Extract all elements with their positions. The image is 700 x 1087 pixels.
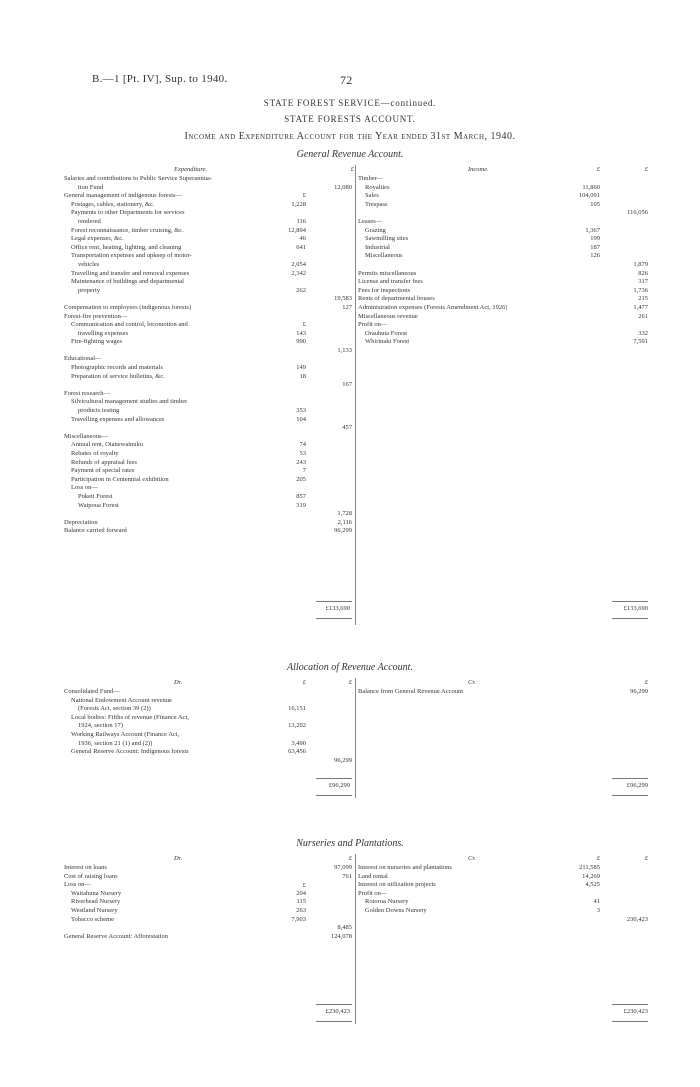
ledger-row-label: Waitahuna Nursery <box>71 889 122 897</box>
general-revenue-title: General Revenue Account. <box>296 149 404 160</box>
ledger-row-subamount: 211,585 <box>579 864 600 871</box>
ledger-row-amount: 2,116 <box>337 518 352 526</box>
ledger-row-label: 1936, section 21 (1) and (2)) <box>78 739 153 747</box>
ledger-row-label: License and transfer fees <box>358 278 423 286</box>
ledger-row <box>64 321 354 330</box>
ledger-row-label: Photographic records and materials <box>71 364 163 372</box>
ledger-row-label: Preparation of service bulletins, &c. <box>71 372 165 380</box>
ledger-row-amount: 826 <box>638 269 648 277</box>
ledger-row <box>358 244 658 253</box>
ledger-row <box>64 244 354 253</box>
ledger-row-amount: 8,485 <box>337 924 352 932</box>
ledger-row-label: Educational— <box>64 355 102 363</box>
ledger-row-amount: 261 <box>638 312 648 320</box>
ledger-row-amount: 317 <box>638 278 648 286</box>
gr-right-rule-2 <box>612 618 648 619</box>
ledger-row <box>64 338 354 347</box>
ledger-row-amount: 96,299 <box>630 688 648 695</box>
ledger-row-label: property <box>78 286 101 294</box>
ledger-row-subamount: £ <box>302 192 306 200</box>
ledger-row-label: Balance carried forward <box>64 527 127 535</box>
ledger-row-subamount: 116 <box>296 217 306 225</box>
ledger-row <box>358 252 658 261</box>
ledger-row <box>64 510 354 519</box>
ledger-row-label: Golden Downs Nursery <box>365 906 427 914</box>
al-cr-header: Cr. <box>468 679 476 686</box>
ledger-row-label: Refunds of appraisal fees <box>71 458 137 466</box>
ledger-row <box>358 235 658 244</box>
ledger-row <box>64 209 354 218</box>
ledger-row <box>358 184 658 193</box>
ledger-row-label: rendered <box>78 217 101 225</box>
ledger-row <box>358 890 658 899</box>
np-credit-table <box>358 864 658 924</box>
al-left-pound-2: £ <box>348 679 352 686</box>
ledger-row-label: General Reserve Account: Afforestation <box>64 932 169 940</box>
ledger-row-subamount: 105 <box>590 200 600 208</box>
ledger-row-label: Rotorua Nursery <box>365 898 409 906</box>
ledger-row-amount: 116,056 <box>627 209 648 217</box>
ledger-row-label: Compensation to employees (indigenous forests) <box>64 303 192 311</box>
ledger-row <box>64 881 354 890</box>
gr-right-header <box>358 166 658 175</box>
np-left-rule-2 <box>316 1021 352 1022</box>
ledger-row-amount: 1,736 <box>633 286 648 294</box>
ledger-row <box>64 184 354 193</box>
np-right-header <box>358 855 658 864</box>
ledger-row-amount: 96,299 <box>334 527 352 535</box>
ledger-row <box>358 201 658 210</box>
ledger-row <box>358 864 658 873</box>
ledger-row <box>64 252 354 261</box>
ledger-row <box>64 364 354 373</box>
ledger-row <box>64 714 354 723</box>
ledger-row-label: Annual rent, Otanewainuku <box>71 441 144 449</box>
al-right-pound: £ <box>644 679 648 686</box>
ledger-row <box>358 261 658 270</box>
ledger-row-amount: 761 <box>342 872 352 880</box>
ledger-row <box>64 864 354 873</box>
ledger-row <box>64 731 354 740</box>
ledger-row <box>64 192 354 201</box>
al-credit-table <box>358 688 658 697</box>
ledger-row-subamount: 2,342 <box>291 269 306 277</box>
ledger-row-label: Administration expenses (Forests Amendment Act, 1926) <box>358 303 508 311</box>
ledger-row-amount: 1,133 <box>337 346 352 354</box>
ledger-row <box>358 295 658 304</box>
ledger-row <box>358 218 658 227</box>
ledger-row-label: Payment of special rates <box>71 467 135 475</box>
ledger-row <box>358 330 658 339</box>
ledger-row-amount: 127 <box>342 303 352 311</box>
ledger-row <box>64 398 354 407</box>
page-number: 72 <box>340 73 353 87</box>
ledger-row-label: Trespass <box>365 200 388 208</box>
ledger-row <box>64 450 354 459</box>
ledger-row <box>358 192 658 201</box>
ledger-row-label: Riverhead Nursery <box>71 898 121 906</box>
ledger-row-label: vehicles <box>78 260 100 268</box>
ledger-row <box>64 924 354 933</box>
page-subtitle: STATE FORESTS ACCOUNT. <box>284 114 416 124</box>
ledger-row-label: Orauhuta Forest <box>365 329 408 337</box>
ledger-row-subamount: 13,202 <box>288 722 306 730</box>
ledger-row-label: Profit on— <box>358 321 388 329</box>
ledger-row-label: Miscellaneous revenue <box>358 312 418 320</box>
gr-right-pound-2: £ <box>644 166 648 173</box>
ledger-row-amount: 215 <box>638 295 648 303</box>
ledger-row-label: Permits miscellaneous <box>358 269 417 277</box>
ledger-row <box>64 304 354 313</box>
gr-expenditure-table <box>64 175 354 536</box>
al-divider <box>355 678 356 798</box>
ledger-row <box>64 476 354 485</box>
ledger-row <box>64 218 354 227</box>
ledger-row-subamount: 11,860 <box>582 183 600 191</box>
ledger-row-label: Sawmilling sites <box>365 235 409 243</box>
ledger-row-label: Legal expenses, &c. <box>71 235 124 243</box>
ledger-row-label: Fees for inspections <box>358 286 410 294</box>
ledger-row <box>358 287 658 296</box>
ledger-row-label: General management of indigenous forests— <box>64 192 183 200</box>
ledger-row-amount: 97,099 <box>334 864 352 871</box>
ledger-row-subamount: 46 <box>299 235 306 243</box>
ledger-row <box>358 313 658 322</box>
ledger-row-label: Loss on— <box>64 881 91 889</box>
ledger-row <box>358 227 658 236</box>
ledger-row-label: National Endowment Account revenue <box>71 696 172 704</box>
ledger-row <box>64 295 354 304</box>
ledger-row-label: Consolidated Fund— <box>64 688 120 695</box>
gr-left-rule <box>316 601 352 602</box>
ledger-row <box>358 873 658 882</box>
ledger-row-label: Depreciation <box>64 518 98 526</box>
ledger-row-subamount: £ <box>302 321 306 329</box>
al-right-rule <box>612 778 648 779</box>
ledger-row-label: Interest on utilization projects <box>358 881 436 889</box>
ledger-row <box>64 493 354 502</box>
ledger-row-amount: 7,591 <box>633 338 648 346</box>
ledger-row <box>358 881 658 890</box>
ledger-row <box>64 697 354 706</box>
gr-right-rule <box>612 601 648 602</box>
ledger-row <box>358 916 658 925</box>
ledger-row <box>64 347 354 356</box>
ledger-row <box>64 907 354 916</box>
ledger-row-label: Working Railways Account (Finance Act, <box>71 730 180 738</box>
ledger-row <box>64 416 354 425</box>
ledger-row <box>64 502 354 511</box>
ledger-row-amount: 124,078 <box>330 932 352 940</box>
ledger-row-label: Miscellaneous <box>365 252 403 260</box>
ledger-row <box>64 898 354 907</box>
ledger-row <box>64 467 354 476</box>
np-dr-header: Dr. <box>174 855 183 862</box>
ledger-row-label: Loss on— <box>71 484 98 492</box>
ledger-row-label: Interest on nurseries and plantations <box>358 864 452 871</box>
ledger-row-amount: 457 <box>342 424 352 432</box>
ledger-row-amount: 1,728 <box>337 510 352 518</box>
ledger-row <box>64 519 354 528</box>
ledger-row <box>64 261 354 270</box>
ledger-row-label: Timber— <box>358 175 384 182</box>
ledger-row-subamount: 990 <box>296 338 306 346</box>
ledger-row-amount: 19,583 <box>334 295 352 303</box>
ledger-row-label: products testing <box>78 407 120 415</box>
ledger-row-subamount: 263 <box>296 906 306 914</box>
ledger-row-label: Profit on— <box>358 889 388 897</box>
ledger-row-subamount: 104,091 <box>578 192 600 200</box>
ledger-row <box>64 748 354 757</box>
ledger-row-amount: 332 <box>638 329 648 337</box>
ledger-row-label: Forest research— <box>64 389 111 397</box>
ledger-row <box>64 201 354 210</box>
np-left-total: £230,423 <box>325 1008 350 1015</box>
gr-right-total: £133,690 <box>623 605 648 612</box>
ledger-row-label: Tobacco scheme <box>71 915 115 923</box>
al-debit-table <box>64 688 354 765</box>
gr-income-header: Income. <box>468 166 489 173</box>
ledger-row-label: tion Fund <box>78 183 104 191</box>
np-left-pound: £ <box>348 855 352 862</box>
ledger-row-label: Land rental <box>358 872 388 880</box>
ledger-row <box>64 916 354 925</box>
ledger-row-label: Travelling expenses and allowances <box>71 415 165 423</box>
al-right-rule-2 <box>612 795 648 796</box>
ledger-row-label: Cost of raising loans <box>64 872 118 880</box>
ledger-row-subamount: 243 <box>296 458 306 466</box>
ledger-row <box>64 287 354 296</box>
gr-divider <box>355 165 356 625</box>
ledger-row <box>64 278 354 287</box>
al-left-rule-2 <box>316 795 352 796</box>
np-divider <box>355 854 356 1024</box>
ledger-row-label: Westland Nursery <box>71 906 118 914</box>
ledger-row <box>358 304 658 313</box>
al-dr-header: Dr. <box>174 679 183 686</box>
ledger-row-amount: 230,423 <box>626 915 648 923</box>
ledger-row <box>64 235 354 244</box>
gr-left-total: £133,690 <box>325 605 350 612</box>
ledger-row <box>64 270 354 279</box>
ledger-row-subamount: 7 <box>302 467 306 475</box>
ledger-row-subamount: 7,903 <box>291 915 306 923</box>
ledger-row-subamount: 143 <box>296 329 306 337</box>
ledger-row-label: Payments to other Departments for services <box>71 209 185 217</box>
np-debit-table <box>64 864 354 941</box>
ledger-row-subamount: 4,525 <box>585 881 600 889</box>
ledger-row-subamount: 1,228 <box>291 200 306 208</box>
ledger-row-subamount: 199 <box>590 235 600 243</box>
ledger-row-label: Royalties <box>365 183 390 191</box>
ledger-row-label: Office rent, heating, lighting, and cleaning <box>71 243 182 251</box>
ledger-row <box>64 330 354 339</box>
ledger-row <box>64 757 354 766</box>
ledger-row-label: Grazing <box>365 226 386 234</box>
ledger-row <box>358 338 658 347</box>
ledger-row-label: Rents of departmental houses <box>358 295 435 303</box>
np-right-pound-2: £ <box>644 855 648 862</box>
ledger-row-label: Maintenance of buildings and departmental <box>71 278 184 286</box>
allocation-title: Allocation of Revenue Account. <box>287 662 413 673</box>
ledger-row-label: 1924, section 17) <box>78 722 123 730</box>
ledger-row <box>64 227 354 236</box>
ledger-row-amount: 96,299 <box>334 756 352 764</box>
al-right-header <box>358 679 658 688</box>
ledger-row <box>358 898 658 907</box>
ledger-row-subamount: 3 <box>596 906 600 914</box>
ledger-row-label: Interest on loans <box>64 864 107 871</box>
ledger-row-label: Silvicultural management studies and timber <box>71 398 188 406</box>
ledger-row <box>358 278 658 287</box>
ledger-row-subamount: 1,367 <box>585 226 600 234</box>
al-right-total: £96,299 <box>626 782 648 789</box>
ledger-row-subamount: 14,269 <box>582 872 600 880</box>
account-heading: Income and Expenditure Account for the Year ended 31st March, 1940. <box>184 131 516 142</box>
gr-right-pound-1: £ <box>596 166 600 173</box>
np-right-total: £230,423 <box>623 1008 648 1015</box>
ledger-row-subamount: 63,456 <box>288 748 306 756</box>
al-left-pound-1: £ <box>302 679 306 686</box>
ledger-row <box>64 873 354 882</box>
ledger-row <box>64 373 354 382</box>
ledger-row-subamount: 857 <box>296 492 306 500</box>
ledger-row <box>64 890 354 899</box>
ledger-row-label: travelling expenses <box>78 329 128 337</box>
ledger-row-subamount: 353 <box>296 407 306 415</box>
ledger-row <box>64 705 354 714</box>
ledger-row <box>64 424 354 433</box>
ledger-row-label: Communication and control, locomotion and <box>71 321 188 329</box>
ledger-row-subamount: 319 <box>296 501 306 509</box>
ledger-row <box>64 175 354 184</box>
ledger-row-subamount: 41 <box>593 898 600 906</box>
ledger-row <box>64 740 354 749</box>
ledger-row <box>358 209 658 218</box>
ledger-row <box>64 407 354 416</box>
nurseries-title: Nurseries and Plantations. <box>296 838 404 849</box>
np-right-rule-2 <box>612 1021 648 1022</box>
ledger-row-amount: 1,879 <box>633 260 648 268</box>
ledger-row-label: Puketi Forest <box>78 492 113 500</box>
ledger-row <box>358 270 658 279</box>
gr-left-pound: £ <box>350 166 354 173</box>
ledger-row <box>64 933 354 942</box>
ledger-row-subamount: 104 <box>296 415 306 423</box>
ledger-row-amount: 167 <box>342 381 352 389</box>
ledger-row-label: Salaries and contributions to Public Service Superannua- <box>64 175 213 182</box>
ledger-row-label: Industrial <box>365 243 390 251</box>
ledger-row-label: Travelling and transfer and removal expenses <box>71 269 190 277</box>
ledger-row-label: Balance from General Revenue Account <box>358 688 464 695</box>
np-loss-pound: £ <box>302 882 306 889</box>
gr-left-rule-2 <box>316 618 352 619</box>
ledger-row-subamount: 262 <box>296 286 306 294</box>
al-left-total: £96,299 <box>328 782 350 789</box>
ledger-row <box>358 175 658 184</box>
ledger-row-subamount: 74 <box>299 441 306 449</box>
ledger-row-subamount: 16,151 <box>288 705 306 713</box>
ledger-row <box>64 484 354 493</box>
ledger-row-subamount: 115 <box>296 898 306 906</box>
ledger-row-amount: 1,477 <box>633 303 648 311</box>
ledger-row-subamount: 641 <box>296 243 306 251</box>
ledger-row-label: Miscellaneous— <box>64 432 109 440</box>
ledger-row <box>64 433 354 442</box>
ledger-row-label: Transportation expenses and upkeep of motor- <box>71 252 192 260</box>
ledger-row-subamount: 187 <box>590 243 600 251</box>
ledger-row-label: Waipoua Forest <box>78 501 119 509</box>
ledger-row-label: (Forests Act, section 39 (2)) <box>78 705 151 713</box>
ledger-row-label: Postages, cables, stationery, &c. <box>71 200 155 208</box>
ledger-row-subamount: 149 <box>296 364 306 372</box>
ledger-row <box>64 527 354 536</box>
al-left-header <box>64 679 354 688</box>
ledger-row-label: Leases— <box>358 217 383 225</box>
np-left-header <box>64 855 354 864</box>
ledger-row <box>64 381 354 390</box>
np-right-pound-1: £ <box>596 855 600 862</box>
ledger-row <box>64 459 354 468</box>
ledger-row <box>64 688 354 697</box>
ledger-row-label: Participation in Centennial exhibition <box>71 475 169 483</box>
ledger-row <box>64 441 354 450</box>
np-right-rule <box>612 1004 648 1005</box>
ledger-row-subamount: 18 <box>299 372 306 380</box>
gr-left-header <box>64 166 354 175</box>
ledger-row-label: Forest-fire prevention— <box>64 312 128 320</box>
ledger-row-label: Forest reconnaissance, timber cruising, &c. <box>71 226 184 234</box>
ledger-row <box>358 907 658 916</box>
al-left-rule <box>316 778 352 779</box>
ledger-row-subamount: 3,490 <box>291 739 306 747</box>
running-head: B.—1 [Pt. IV], Sup. to 1940. <box>92 73 228 85</box>
np-cr-header: Cr. <box>468 855 476 862</box>
ledger-row <box>358 688 658 697</box>
ledger-row-subamount: 12,894 <box>288 226 306 234</box>
ledger-row-label: Sales <box>365 192 379 200</box>
ledger-row-label: Fire-fighting wages <box>71 338 123 346</box>
ledger-row-subamount: 53 <box>299 450 306 457</box>
ledger-row <box>358 321 658 330</box>
ledger-row <box>64 390 354 399</box>
ledger-row-label: Whirinaki Forest <box>365 338 410 346</box>
ledger-row-subamount: 205 <box>296 475 306 483</box>
ledger-row <box>64 355 354 364</box>
ledger-row-label: General Reserve Account: Indigenous forests <box>71 748 189 756</box>
ledger-row-amount: 12,080 <box>334 183 352 191</box>
ledger-row-subamount: 204 <box>296 889 306 897</box>
page-title: STATE FOREST SERVICE—continued. <box>263 98 437 108</box>
ledger-row-label: Local bodies: Fifths of revenue (Finance Act, <box>71 713 189 721</box>
ledger-row <box>64 313 354 322</box>
ledger-row <box>64 722 354 731</box>
ledger-row-subamount: 126 <box>590 252 600 260</box>
np-left-rule <box>316 1004 352 1005</box>
ledger-row-label: Rebates of royalty <box>71 450 119 457</box>
ledger-row-subamount: 2,054 <box>291 260 306 268</box>
gr-expenditure-header: Expenditure. <box>174 166 208 173</box>
gr-income-table <box>358 175 658 347</box>
